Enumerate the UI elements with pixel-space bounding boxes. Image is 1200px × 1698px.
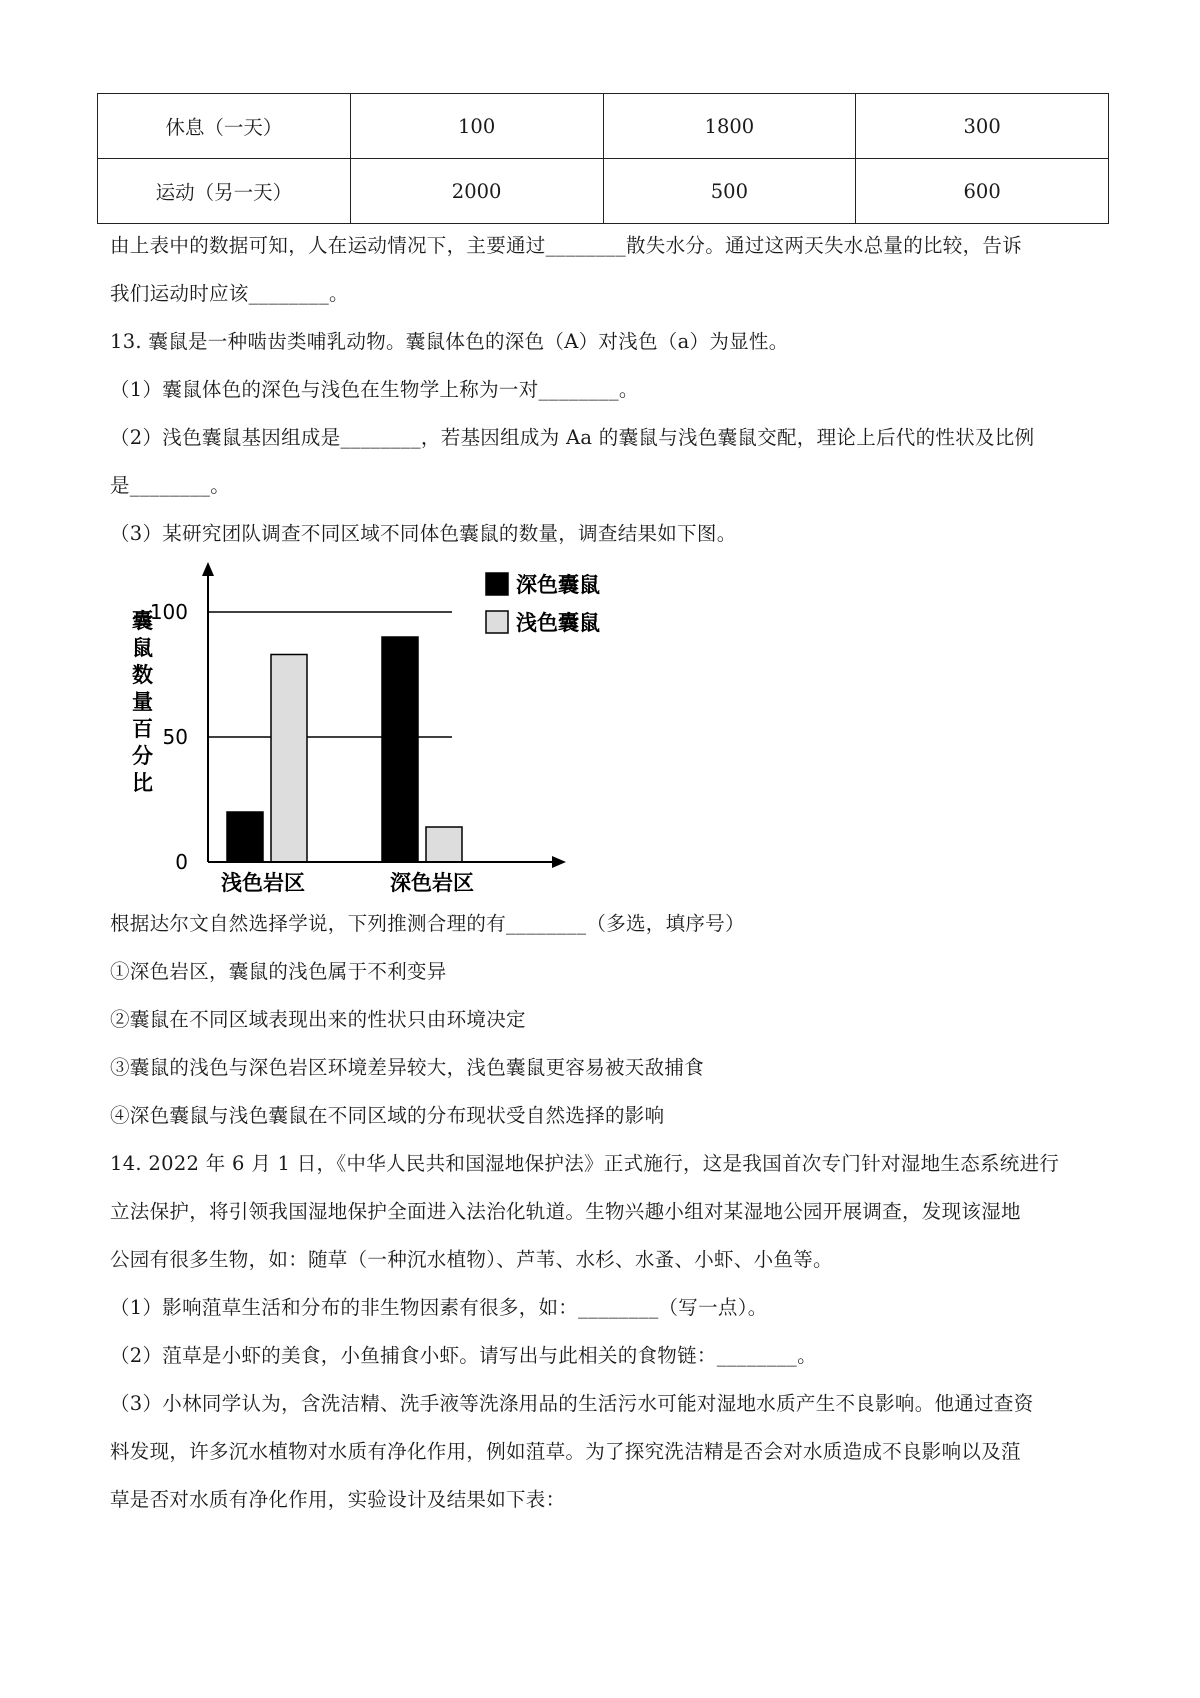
question-13-2: （2）浅色囊鼠基因组成是________，若基因组成为 Aa 的囊鼠与浅色囊鼠交配，理论上后代的性状及比例	[110, 426, 1035, 449]
text-line: 立法保护，将引领我国湿地保护全面进入法治化轨道。生物兴趣小组对某湿地公园开展调查，发现该湿地	[110, 1200, 1021, 1223]
option-1: ①深色岩区，囊鼠的浅色属于不利变异	[110, 960, 447, 983]
x-axis-arrow	[552, 856, 566, 868]
legend-label: 浅色囊鼠	[516, 611, 600, 635]
text-line: 公园有很多生物，如：随草（一种沉水植物）、芦苇、水杉、水蚤、小虾、小鱼等。	[110, 1248, 833, 1271]
y-axis-label: 囊鼠数量百分比	[132, 609, 153, 795]
table-row	[98, 159, 1109, 224]
bar-2-2	[426, 827, 462, 862]
table-cell: 休息（一天）	[98, 94, 351, 159]
option-3: ③囊鼠的浅色与深色岩区环境差异较大，浅色囊鼠更容易被天敌捕食	[110, 1056, 705, 1079]
table-cell: 500	[603, 159, 856, 224]
text-line: 我们运动时应该________。	[110, 282, 349, 305]
table-cell: 600	[856, 159, 1109, 224]
bar-2-1	[382, 637, 418, 862]
question-14-3: （3）小林同学认为，含洗洁精、洗手液等洗涤用品的生活污水可能对湿地水质产生不良影响。他通过查资	[110, 1392, 1034, 1415]
table-cell: 1800	[603, 94, 856, 159]
table-cell: 2000	[350, 159, 603, 224]
question-13-1: （1）囊鼠体色的深色与浅色在生物学上称为一对________。	[110, 378, 639, 401]
text-line: 草是否对水质有净化作用，实验设计及结果如下表：	[110, 1488, 566, 1511]
question-14-2: （2）菹草是小虾的美食，小鱼捕食小虾。请写出与此相关的食物链：________。	[110, 1344, 817, 1367]
legend-label: 深色囊鼠	[516, 573, 600, 597]
legend-swatch	[486, 573, 508, 595]
text-line: 料发现，许多沉水植物对水质有净化作用，例如菹草。为了探究洗洁精是否会对水质造成不良影响以及菹	[110, 1440, 1021, 1463]
table-cell: 300	[856, 94, 1109, 159]
question-13-stem: 13. 囊鼠是一种啮齿类哺乳动物。囊鼠体色的深色（A）对浅色（a）为显性。	[110, 330, 789, 353]
y-tick-label: 50	[162, 725, 188, 749]
x-category-label: 深色岩区	[390, 871, 474, 895]
question-13-3: （3）某研究团队调查不同区域不同体色囊鼠的数量，调查结果如下图。	[110, 522, 737, 545]
text-line: 根据达尔文自然选择学说，下列推测合理的有________（多选，填序号）	[110, 912, 745, 935]
option-2: ②囊鼠在不同区域表现出来的性状只由环境决定	[110, 1008, 526, 1031]
y-axis-arrow	[202, 562, 214, 576]
table-cell: 运动（另一天）	[98, 159, 351, 224]
question-14-stem: 14. 2022 年 6 月 1 日，《中华人民共和国湿地保护法》正式施行，这是我国首次专门针对湿地生态系统进行	[110, 1152, 1060, 1175]
text-line: 是________。	[110, 474, 230, 497]
water-loss-table	[97, 93, 1109, 224]
bar-1-2	[271, 655, 307, 863]
bar-chart	[120, 560, 680, 900]
table-row	[98, 94, 1109, 159]
y-tick-label: 100	[149, 600, 188, 624]
bar-1-1	[227, 812, 263, 862]
table-cell: 100	[350, 94, 603, 159]
x-category-label: 浅色岩区	[221, 871, 305, 895]
y-tick-label: 0	[175, 850, 188, 874]
option-4: ④深色囊鼠与浅色囊鼠在不同区域的分布现状受自然选择的影响	[110, 1104, 665, 1127]
text-line: 由上表中的数据可知，人在运动情况下，主要通过________散失水分。通过这两天失水总量的比较，告诉	[110, 234, 1023, 257]
legend-swatch	[486, 611, 508, 633]
question-14-1: （1）影响菹草生活和分布的非生物因素有很多，如：________（写一点）。	[110, 1296, 768, 1319]
